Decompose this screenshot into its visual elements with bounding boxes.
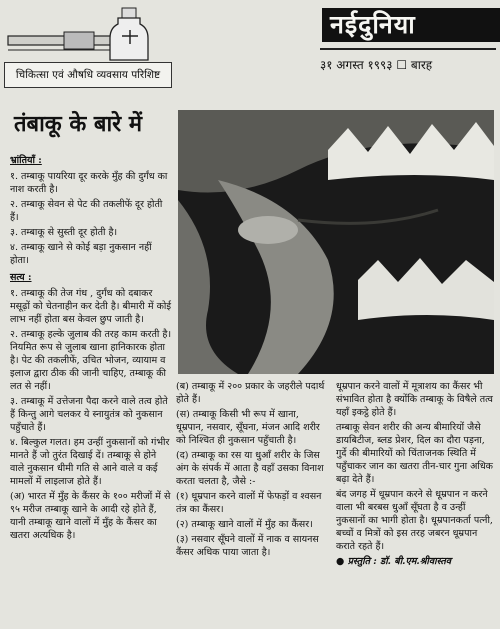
masthead: नईदुनिया bbox=[322, 8, 500, 42]
truth-item: बंद जगह में धूम्रपान करने से धूम्रपान न करने वाला भी बरबस धुआँ सूँघता है व उन्हीं नुकसानों का भागी होता है। धूम्रपानकर्ता पत्नी, बच्चों व मित्रों को इस तरह जबरन धूम्रपान कराते रहते हैं। bbox=[336, 489, 493, 552]
truth-item: धूम्रपान करने वालों में मूत्राशय का कैंसर भी संभावित होता है क्योंकि तम्बाकू के विषैले तत्व यहाँ इकट्ठे होते हैं। bbox=[336, 381, 493, 418]
truth-item: (१) धूम्रपान करने वालों में फेफड़ों व श्वसन तंत्र का कैंसर। bbox=[176, 491, 322, 515]
myth-item: ३. तम्बाकू से सुस्ती दूर होती है। bbox=[10, 227, 118, 238]
article-column-3 bbox=[336, 380, 496, 568]
truth-item: (ब) तम्बाकू में २०० प्रकार के जहरीले पदार्थ होते हैं। bbox=[176, 381, 325, 405]
truth-item: (२) तम्बाकू खाने वालों में मुँह का कैंसर। bbox=[176, 519, 313, 530]
myth-item: २. तम्बाकू सेवन से पेट की तकलीफें दूर होती हैं। bbox=[10, 199, 163, 223]
section-label: चिकित्सा एवं औषधि व्यवसाय परिशिष्ट bbox=[4, 62, 172, 88]
truth-item: (द) तम्बाकू का रस या धुआँ शरीर के जिस अंग के संपर्क में आता है वहाँ उसका विनाश करता चलता है, जैसे :- bbox=[176, 450, 324, 487]
truth-item: (स) तम्बाकू किसी भी रूप में खाना, धूम्रपान, नसवार, सूँघना, मंजन आदि शरीर को निश्चित ही नुकसान पहुँचाती है। bbox=[176, 409, 320, 446]
myths-heading: भ्रांतियाँ : bbox=[10, 155, 42, 166]
myth-item: १. तम्बाकू पायरिया दूर करके मुँह की दुर्गंध का नाश करती है। bbox=[10, 171, 168, 195]
dateline: ३१ अगस्त १९९३ ☐ बारह bbox=[320, 58, 433, 72]
truth-item: (३) नसवार सूँघने वालों में नाक व सायनस कैंसर अधिक पाया जाता है। bbox=[176, 534, 319, 558]
truth-item: १. तम्बाकू की तेज गंध , दुर्गंध को दबाकर मसूढ़ों को चेतनाहीन कर देती है। बीमारी में कोई लाभ नहीं होता बस केवल छुप जाती है। bbox=[10, 288, 172, 325]
truth-item: ४. बिल्कुल गलत। हम उन्हीं नुकसानों को गंभीर मानते हैं जो तुरंत दिखाई दें। तम्बाकू से होने वाले नुकसान धीमी गति से आने वाले व कई मामलों में लाइलाज होते हैं। bbox=[10, 437, 170, 487]
masthead-rule bbox=[320, 48, 496, 50]
truth-heading: सत्य : bbox=[10, 272, 32, 283]
truth-item: (अ) भारत में मुँह के कैंसर के १०० मरीजों में से ९५ मरीज तम्बाकू खाने के आदी रहे होते हैं, यानी तम्बाकू खाने वालों में मुँह के कैंसर का खतरा अत्यधिक है। bbox=[10, 491, 171, 541]
truth-item: २. तम्बाकू हल्के जुलाब की तरह काम करती है। नियमित रूप से जुलाब खाना हानिकारक होता है। पेट की तकलीफें, उचित भोजन, व्यायाम व इलाज द्वारा ठीक की जानी चाहिए, तम्बाकू की लत से नहीं। bbox=[10, 329, 172, 392]
byline: ● प्रस्तुति : डॉ. बी.एम.श्रीवास्तव bbox=[336, 556, 452, 567]
article-title: तंबाकू के बारे में bbox=[14, 111, 142, 137]
myth-item: ४. तम्बाकू खाने से कोई बड़ा नुकसान नहीं होता। bbox=[10, 242, 152, 266]
medicine-bottle-illustration bbox=[4, 2, 164, 62]
mouth-cancer-photo bbox=[178, 110, 494, 374]
truth-item: तम्बाकू सेवन शरीर की अन्य बीमारियों जैसे डायबिटीज, ब्लड प्रेशर, दिल का दौरा पड़ना, गुर्दे की बीमारियों को चिंताजनक स्थिति में पहुँचाकर जान का खतरा तीन-चार गुना अधिक बढ़ा देते हैं। bbox=[336, 422, 493, 485]
article-column-2 bbox=[176, 380, 326, 561]
truth-item: ३. तम्बाकू में उत्तेजना पैदा करने वाले तत्व होते हैं किन्तु आगे चलकर ये स्नायुतंत्र को नुकसान पहुँचाते हैं। bbox=[10, 396, 168, 433]
article-column-1 bbox=[10, 150, 172, 544]
